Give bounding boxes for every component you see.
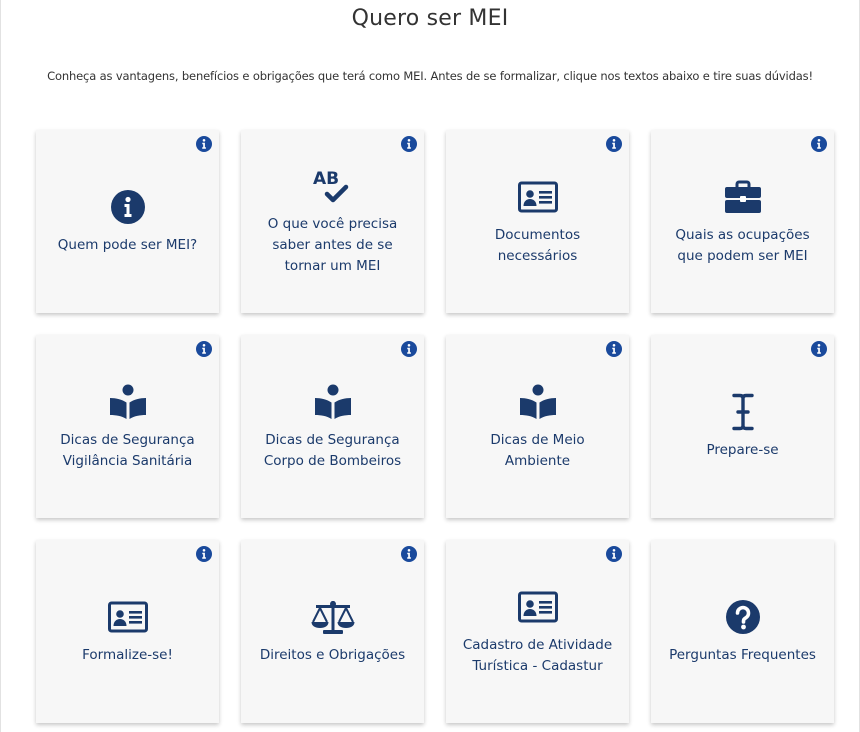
i-cursor-icon xyxy=(720,392,766,432)
option-card[interactable] xyxy=(446,540,629,723)
info-icon[interactable] xyxy=(606,341,622,357)
book-reader-icon xyxy=(310,382,356,422)
book-reader-icon xyxy=(515,382,561,422)
option-card[interactable] xyxy=(241,335,424,518)
id-card-icon xyxy=(515,587,561,627)
card-label: Quem pode ser MEI? xyxy=(57,237,198,253)
info-circle-icon xyxy=(105,187,151,227)
option-card[interactable] xyxy=(36,335,219,518)
card-label: Perguntas Frequentes xyxy=(669,647,816,663)
info-icon[interactable] xyxy=(606,546,622,562)
info-icon[interactable] xyxy=(811,341,827,357)
option-card[interactable] xyxy=(446,335,629,518)
briefcase-icon xyxy=(720,177,766,217)
card-label: Dicas de Segurança Corpo de Bombeiros xyxy=(263,431,402,469)
id-card-icon xyxy=(515,177,561,217)
card-label: Direitos e Obrigações xyxy=(259,647,406,663)
page-title: Quero ser MEI xyxy=(351,6,509,31)
card-label: O que você precisa saber antes de se tornar um MEI xyxy=(267,216,398,274)
option-card[interactable] xyxy=(651,540,834,723)
card-label: Quais as ocupações que podem ser MEI xyxy=(675,226,810,264)
option-card[interactable] xyxy=(651,130,834,313)
option-card[interactable] xyxy=(651,335,834,518)
cards-grid xyxy=(36,130,834,723)
info-icon[interactable] xyxy=(811,136,827,152)
id-card-icon xyxy=(105,597,151,637)
option-card[interactable] xyxy=(36,540,219,723)
option-card[interactable] xyxy=(241,540,424,723)
info-icon[interactable] xyxy=(401,136,417,152)
card-label: Prepare-se xyxy=(706,442,779,458)
balance-scale-icon xyxy=(310,597,356,637)
spell-check-icon xyxy=(310,166,356,206)
info-icon[interactable] xyxy=(606,136,622,152)
card-label: Dicas de Segurança Vigilância Sanitária xyxy=(60,431,195,469)
option-card[interactable] xyxy=(36,130,219,313)
card-label: Formalize-se! xyxy=(82,647,173,663)
svg-text:AB: AB xyxy=(312,169,339,189)
card-label: Dicas de Meio Ambiente xyxy=(490,431,585,469)
card-label: Documentos necessários xyxy=(494,226,581,264)
info-icon[interactable] xyxy=(196,136,212,152)
card-label: Cadastro de Atividade Turística - Cadastur xyxy=(462,636,613,674)
option-card[interactable] xyxy=(241,130,424,313)
question-circle-icon xyxy=(720,597,766,637)
info-icon[interactable] xyxy=(401,546,417,562)
book-reader-icon xyxy=(105,382,151,422)
info-icon[interactable] xyxy=(196,546,212,562)
info-icon[interactable] xyxy=(401,341,417,357)
option-card[interactable] xyxy=(446,130,629,313)
page-subtitle: Conheça as vantagens, benefícios e obrigações que terá como MEI. Antes de se formalizar, clique nos textos abaixo e tire suas dúvidas! xyxy=(47,69,813,83)
info-icon[interactable] xyxy=(196,341,212,357)
